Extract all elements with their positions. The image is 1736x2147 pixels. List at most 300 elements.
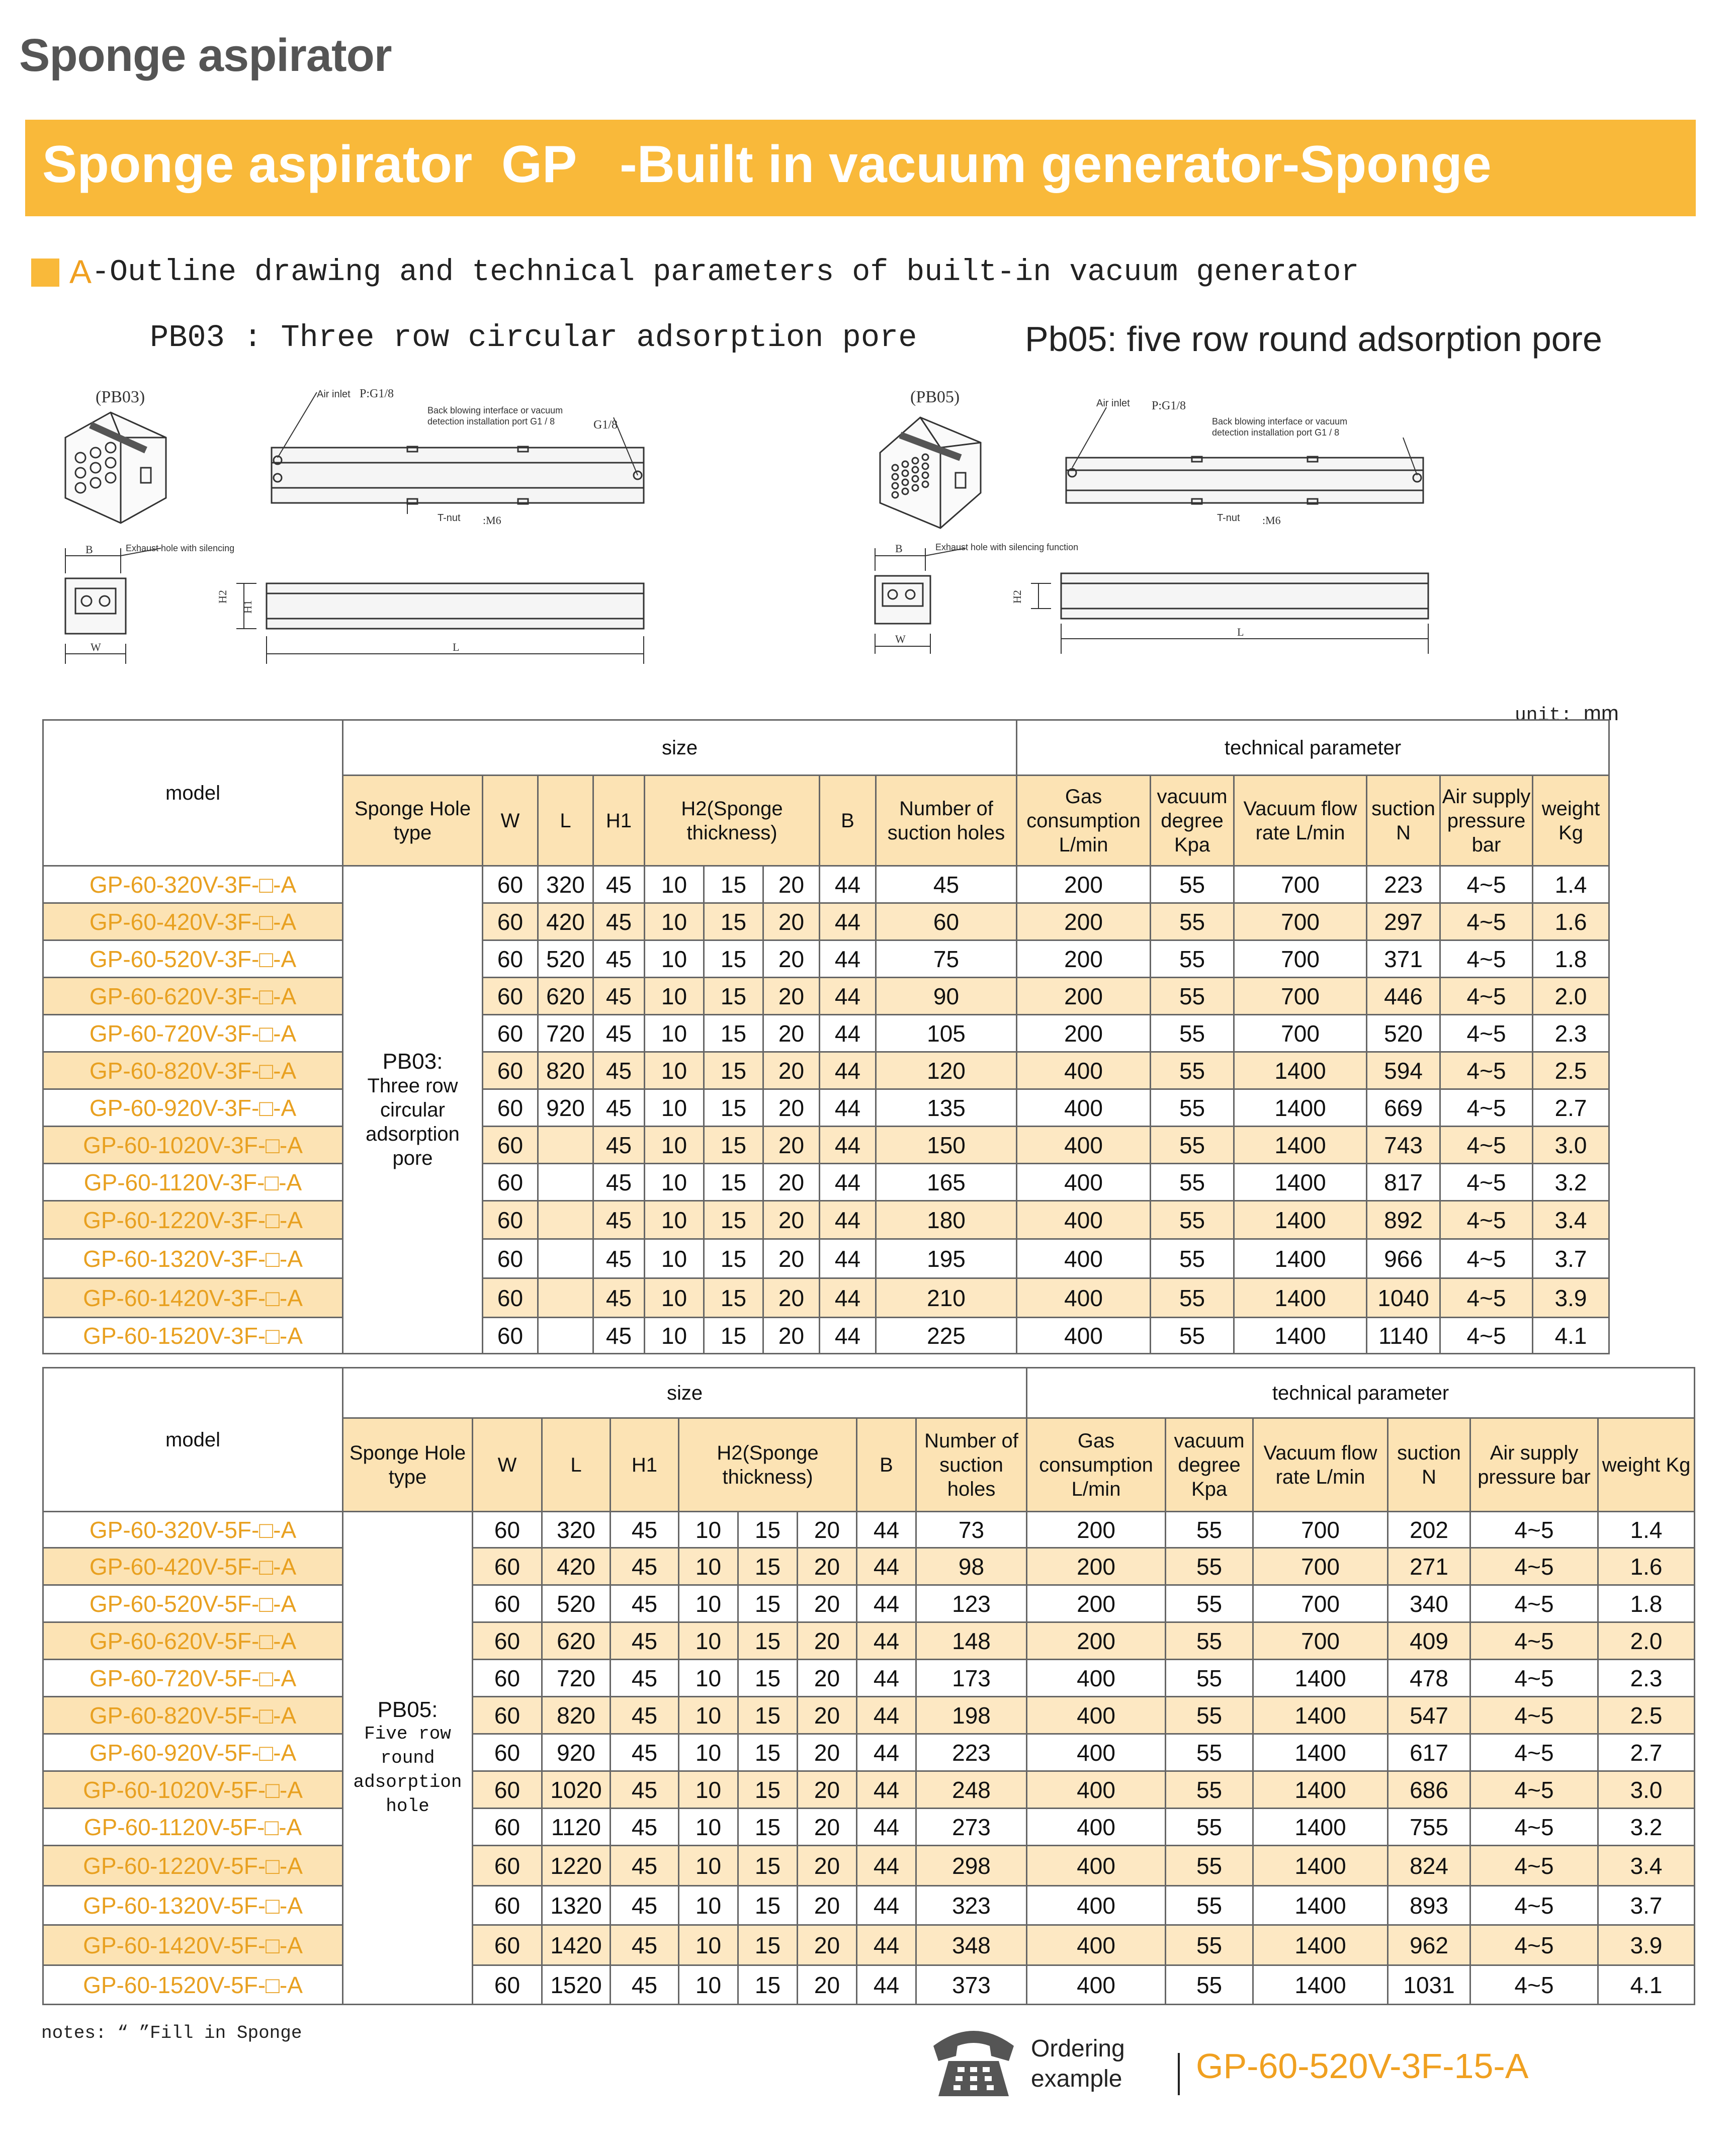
cell-w: 60	[473, 1660, 542, 1697]
cell-weight: 2.7	[1533, 1089, 1609, 1127]
cell-vac: 55	[1151, 1239, 1234, 1278]
ordering-example-value: GP-60-520V-3F-15-A	[1196, 2046, 1529, 2086]
cell-gas: 400	[1027, 1846, 1166, 1886]
cell-gas: 400	[1027, 1697, 1166, 1734]
cell-w: 60	[483, 940, 538, 978]
cell-vac: 55	[1166, 1886, 1253, 1925]
cell-air: 4~5	[1470, 1886, 1598, 1925]
cell-holes: 75	[876, 940, 1017, 978]
cell-suction: 617	[1388, 1734, 1470, 1771]
table-row	[43, 1548, 1695, 1585]
cell-weight: 2.0	[1533, 978, 1609, 1015]
cell-weight: 3.7	[1598, 1886, 1695, 1925]
model-cell: GP-60-1220V-3F-□-A	[43, 1201, 343, 1239]
cell-b: 44	[857, 1585, 916, 1622]
section-letter: A	[69, 253, 92, 290]
cell-holes: 180	[876, 1201, 1017, 1239]
model-cell: GP-60-1020V-5F-□-A	[43, 1771, 343, 1809]
cell-gas: 400	[1027, 1734, 1166, 1771]
cell-t1: 10	[645, 1164, 704, 1201]
cell-flow: 1400	[1253, 1965, 1388, 2005]
cell-flow: 700	[1234, 940, 1367, 978]
cell-b: 44	[857, 1622, 916, 1660]
cell-holes: 120	[876, 1052, 1017, 1089]
svg-text:W: W	[895, 633, 906, 645]
cell-gas: 200	[1017, 903, 1151, 940]
cell-flow: 1400	[1234, 1127, 1367, 1164]
cell-holes: 373	[916, 1965, 1027, 2005]
model-cell: GP-60-420V-5F-□-A	[43, 1548, 343, 1585]
cell-air: 4~5	[1440, 1127, 1533, 1164]
cell-t2: 15	[738, 1697, 798, 1734]
cell-h1: 45	[611, 1660, 679, 1697]
cell-h1: 45	[593, 1127, 645, 1164]
table-row	[43, 978, 1609, 1015]
table-row	[43, 1512, 1695, 1548]
cell-holes: 98	[916, 1548, 1027, 1585]
cell-t3: 20	[798, 1886, 857, 1925]
table-row	[43, 1127, 1609, 1164]
cell-air: 4~5	[1470, 1965, 1598, 2005]
svg-text::M6: :M6	[483, 514, 501, 527]
table-row	[43, 1318, 1609, 1354]
cell-t2: 15	[738, 1771, 798, 1809]
cell-weight: 1.6	[1533, 903, 1609, 940]
cell-h1: 45	[593, 903, 645, 940]
cell-holes: 135	[876, 1089, 1017, 1127]
cell-t1: 10	[645, 1015, 704, 1052]
cell-b: 44	[857, 1660, 916, 1697]
cell-t2: 15	[704, 940, 763, 978]
banner-title: Sponge aspirator GP -Built in vacuum generator-Sponge	[42, 135, 1492, 194]
model-cell: GP-60-720V-5F-□-A	[43, 1660, 343, 1697]
model-cell: GP-60-720V-3F-□-A	[43, 1015, 343, 1052]
cell-air: 4~5	[1470, 1622, 1598, 1660]
cell-weight: 1.4	[1598, 1512, 1695, 1548]
cell-w: 60	[473, 1925, 542, 1965]
cell-suction: 686	[1388, 1771, 1470, 1809]
cell-t3: 20	[763, 866, 820, 903]
cell-w: 60	[483, 1015, 538, 1052]
cell-weight: 3.7	[1533, 1239, 1609, 1278]
cell-t2: 15	[738, 1585, 798, 1622]
cell-vac: 55	[1151, 1318, 1234, 1354]
header-size: size	[343, 720, 1017, 776]
svg-text:T-nut: T-nut	[1217, 512, 1240, 524]
cell-vac: 55	[1151, 903, 1234, 940]
cell-t2: 15	[704, 1318, 763, 1354]
cell-l	[538, 1201, 593, 1239]
cell-flow: 700	[1253, 1548, 1388, 1585]
cell-air: 4~5	[1440, 978, 1533, 1015]
table-row	[43, 1771, 1695, 1809]
model-cell: GP-60-1520V-5F-□-A	[43, 1965, 343, 2005]
cell-flow: 1400	[1253, 1886, 1388, 1925]
cell-holes: 225	[876, 1318, 1017, 1354]
cell-air: 4~5	[1470, 1771, 1598, 1809]
cell-b: 44	[857, 1965, 916, 2005]
cell-suction: 669	[1367, 1089, 1440, 1127]
table-row	[43, 1965, 1695, 2005]
cell-suction: 962	[1388, 1925, 1470, 1965]
cell-t1: 10	[679, 1512, 738, 1548]
unit-label: unit: mm	[1515, 701, 1619, 726]
svg-text:detection installation port G1: detection installation port G1 / 8	[427, 416, 555, 426]
cell-w: 60	[483, 1278, 538, 1318]
cell-l: 920	[542, 1734, 611, 1771]
cell-w: 60	[473, 1512, 542, 1548]
cell-t3: 20	[763, 940, 820, 978]
cell-t2: 15	[704, 978, 763, 1015]
cell-w: 60	[473, 1846, 542, 1886]
table-row	[43, 1697, 1695, 1734]
page-title: Sponge aspirator	[19, 30, 392, 81]
cell-t2: 15	[738, 1846, 798, 1886]
cell-t1: 10	[645, 1318, 704, 1354]
cell-vac: 55	[1166, 1512, 1253, 1548]
cell-gas: 200	[1017, 1015, 1151, 1052]
cell-l: 420	[542, 1548, 611, 1585]
cell-flow: 700	[1253, 1622, 1388, 1660]
cell-suction: 966	[1367, 1239, 1440, 1278]
cell-air: 4~5	[1470, 1660, 1598, 1697]
table-row	[43, 1622, 1695, 1660]
cell-t3: 20	[798, 1660, 857, 1697]
pb03-outline-drawing	[45, 382, 689, 674]
cell-air: 4~5	[1440, 866, 1533, 903]
cell-t1: 10	[679, 1809, 738, 1846]
cell-air: 4~5	[1470, 1925, 1598, 1965]
cell-gas: 400	[1027, 1771, 1166, 1809]
svg-text:P:G1/8: P:G1/8	[1152, 399, 1186, 412]
pb05-caption: Pb05: five row round adsorption pore	[1025, 319, 1602, 359]
cell-gas: 400	[1017, 1318, 1151, 1354]
cell-h1: 45	[611, 1886, 679, 1925]
table-row	[43, 1585, 1695, 1622]
pb05-spec-table: model size technical parameter Sponge Hole type W L H1 H2(Sponge thickness) B Number of suction holes Gas consumption L/min vacuum degree Kpa Vacuum flow rate L/min suction N Air supply pressure bar weight Kg GP-60-320V-5F-□-A PB05: Five row round adsorption hole 60 320 45 10 15 20 44 73 200 55 700 202 4~5 1.4 GP-60-420V-5F-□-A 60 420 45 10 15 20 44 98 200 55 700 271 4~5 1.6 GP-60-520V-5F-□-A 60 520 45 10 15 20 44 123 200 55 700 340 4~5 1.8 GP-60-620V-5F-□-A 60 620 45 10 15 20 44 148 200 55 700 409 4~5 2.0 GP-60-720V-5F-□-A 60 720 45 10 15 20 44 173 400 55 1400 478 4~5 2.3 GP-60-820V-5F-□-A 60 820 45 10 15 20 44 198 400 55 1400 547 4~5 2.5 GP-60-920V-5F-□-A 60 920 45 10 15 20 44 223 400 55 1400 617 4~5 2.7 GP-60-1020V-5F-□-A 60 1020 45 10 15 20 44 248 400 55 1400 686 4~5 3.0 GP-60-1120V-5F-□-A 60 1120 45 10 15 20 44 273 400 55 1400 755 4~5 3.2 GP-60-1220V-5F-□-A 60 1220 45 10 15 20 44 298 400 55 1400 824 4~5 3.4 GP-60-1320V-5F-□-A 60 1320 45 10 15 20 44 323 400 55 1400 893 4~5 3.7 GP-60-1420V-5F-□-A 60 1420 45 10 15 20 44 348 400 55 1400 962 4~5 3.9 GP-60-1520V-5F-□-A 60 1520 45 10 15 20 44 373 400 55 1400 1031 4~5 4.1	[42, 1367, 1695, 2005]
model-cell: GP-60-320V-5F-□-A	[43, 1512, 343, 1548]
cell-vac: 55	[1166, 1809, 1253, 1846]
cell-l: 520	[542, 1585, 611, 1622]
cell-l: 1520	[542, 1965, 611, 2005]
cell-b: 44	[857, 1925, 916, 1965]
cell-weight: 3.2	[1533, 1164, 1609, 1201]
cell-t3: 20	[763, 1089, 820, 1127]
cell-l: 320	[542, 1512, 611, 1548]
cell-l: 620	[538, 978, 593, 1015]
cell-t3: 20	[798, 1846, 857, 1886]
cell-t1: 10	[679, 1965, 738, 2005]
cell-gas: 400	[1027, 1925, 1166, 1965]
cell-l: 820	[542, 1697, 611, 1734]
svg-text:detection installation port G1: detection installation port G1 / 8	[1212, 427, 1340, 438]
cell-flow: 700	[1234, 903, 1367, 940]
cell-gas: 400	[1017, 1164, 1151, 1201]
cell-b: 44	[820, 1278, 876, 1318]
pb05-outline-drawing	[865, 382, 1468, 664]
cell-vac: 55	[1151, 1127, 1234, 1164]
header-model: model	[43, 1368, 343, 1512]
cell-h1: 45	[611, 1965, 679, 2005]
svg-text:H1: H1	[241, 600, 254, 614]
cell-holes: 73	[916, 1512, 1027, 1548]
cell-vac: 55	[1151, 940, 1234, 978]
cell-h1: 45	[593, 1278, 645, 1318]
cell-suction: 743	[1367, 1127, 1440, 1164]
cell-t2: 15	[738, 1809, 798, 1846]
cell-h1: 45	[611, 1548, 679, 1585]
model-cell: GP-60-1420V-5F-□-A	[43, 1925, 343, 1965]
cell-flow: 700	[1253, 1512, 1388, 1548]
cell-air: 4~5	[1440, 940, 1533, 978]
cell-flow: 1400	[1234, 1164, 1367, 1201]
cell-w: 60	[483, 1201, 538, 1239]
cell-suction: 892	[1367, 1201, 1440, 1239]
cell-vac: 55	[1166, 1585, 1253, 1622]
pb03-label: (PB03)	[96, 388, 145, 406]
cell-w: 60	[483, 1318, 538, 1354]
cell-h1: 45	[593, 978, 645, 1015]
cell-vac: 55	[1166, 1846, 1253, 1886]
cell-flow: 1400	[1234, 1052, 1367, 1089]
cell-t3: 20	[763, 978, 820, 1015]
cell-t2: 15	[704, 903, 763, 940]
cell-weight: 2.5	[1598, 1697, 1695, 1734]
model-cell: GP-60-820V-3F-□-A	[43, 1052, 343, 1089]
model-cell: GP-60-1320V-3F-□-A	[43, 1239, 343, 1278]
cell-t1: 10	[679, 1548, 738, 1585]
cell-flow: 1400	[1253, 1771, 1388, 1809]
table-row	[43, 903, 1609, 940]
cell-suction: 340	[1388, 1585, 1470, 1622]
cell-vac: 55	[1166, 1697, 1253, 1734]
hole-type-desc: Five row round adsorption hole	[353, 1723, 462, 1817]
cell-l: 1120	[542, 1809, 611, 1846]
cell-w: 60	[473, 1734, 542, 1771]
cell-h1: 45	[593, 1052, 645, 1089]
cell-holes: 198	[916, 1697, 1027, 1734]
cell-gas: 400	[1027, 1886, 1166, 1925]
cell-t3: 20	[798, 1585, 857, 1622]
cell-air: 4~5	[1470, 1585, 1598, 1622]
table-row	[43, 1660, 1695, 1697]
cell-t3: 20	[763, 903, 820, 940]
cell-b: 44	[820, 978, 876, 1015]
cell-air: 4~5	[1440, 1015, 1533, 1052]
table-row	[43, 866, 1609, 903]
cell-h1: 45	[611, 1846, 679, 1886]
table-row	[43, 1015, 1609, 1052]
cell-weight: 2.5	[1533, 1052, 1609, 1089]
model-cell: GP-60-520V-3F-□-A	[43, 940, 343, 978]
cell-t1: 10	[645, 866, 704, 903]
model-cell: GP-60-620V-5F-□-A	[43, 1622, 343, 1660]
cell-flow: 700	[1234, 866, 1367, 903]
cell-t3: 20	[798, 1548, 857, 1585]
cell-gas: 200	[1027, 1512, 1166, 1548]
cell-weight: 3.0	[1598, 1771, 1695, 1809]
cell-gas: 400	[1017, 1127, 1151, 1164]
cell-air: 4~5	[1440, 903, 1533, 940]
cell-vac: 55	[1166, 1622, 1253, 1660]
cell-t2: 15	[704, 866, 763, 903]
cell-t2: 15	[704, 1089, 763, 1127]
svg-text:W: W	[91, 641, 101, 653]
cell-holes: 195	[876, 1239, 1017, 1278]
cell-weight: 3.0	[1533, 1127, 1609, 1164]
cell-w: 60	[473, 1622, 542, 1660]
cell-t1: 10	[645, 1278, 704, 1318]
cell-t3: 20	[798, 1925, 857, 1965]
cell-b: 44	[820, 1089, 876, 1127]
cell-weight: 3.4	[1533, 1201, 1609, 1239]
divider	[1178, 2053, 1180, 2095]
pb03-spec-table: model size technical parameter Sponge Hole type W L H1 H2(Sponge thickness) B Number of suction holes Gas consumption L/min vacuum degree Kpa Vacuum flow rate L/min suction N Air supply pressure bar weight Kg GP-60-320V-3F-□-A PB03: Three row circular adsorption pore 60 320 45 10 15 20 44 45 200 55 700 223 4~5 1.4 GP-60-420V-3F-□-A 60 420 45 10 15 20 44 60 200 55 700 297 4~5 1.6 GP-60-520V-3F-□-A 60 520 45 10 15 20 44 75 200 55 700 371 4~5 1.8 GP-60-620V-3F-□-A 60 620 45 10 15 20 44 90 200 55 700 446 4~5 2.0 GP-60-720V-3F-□-A 60 720 45 10 15 20 44 105 200 55 700 520 4~5 2.3 GP-60-820V-3F-□-A 60 820 45 10 15 20 44 120 400 55 1400 594 4~5 2.5 GP-60-920V-3F-□-A 60 920 45 10 15 20 44 135 400 55 1400 669 4~5 2.7 GP-60-1020V-3F-□-A 60 45 10 15 20 44 150 400 55 1400 743 4~5 3.0 GP-60-1120V-3F-□-A 60 45 10 15 20 44 165 400 55 1400 817 4~5 3.2 GP-60-1220V-3F-□-A 60 45 10 15 20 44 180 400 55 1400 892 4~5 3.4 GP-60-1320V-3F-□-A 60 45 10 15 20 44 195 400 55 1400 966 4~5 3.7 GP-60-1420V-3F-□-A 60 45 10 15 20 44 210 400 55 1400 1040 4~5 3.9 GP-60-1520V-3F-□-A 60 45 10 15 20 44 225 400 55 1400 1140 4~5 4.1	[42, 719, 1610, 1354]
cell-w: 60	[483, 1089, 538, 1127]
cell-h1: 45	[593, 1201, 645, 1239]
cell-t2: 15	[704, 1127, 763, 1164]
cell-w: 60	[473, 1585, 542, 1622]
table-row	[43, 1734, 1695, 1771]
svg-text::M6: :M6	[1262, 514, 1281, 527]
cell-h1: 45	[611, 1925, 679, 1965]
cell-t1: 10	[679, 1622, 738, 1660]
model-cell: GP-60-420V-3F-□-A	[43, 903, 343, 940]
cell-t3: 20	[798, 1965, 857, 2005]
cell-t3: 20	[798, 1697, 857, 1734]
cell-suction: 755	[1388, 1809, 1470, 1846]
model-cell: GP-60-1120V-5F-□-A	[43, 1809, 343, 1846]
hole-type-title: PB05:	[377, 1697, 438, 1722]
cell-suction: 271	[1388, 1548, 1470, 1585]
model-cell: GP-60-520V-5F-□-A	[43, 1585, 343, 1622]
cell-t2: 15	[704, 1201, 763, 1239]
cell-vac: 55	[1166, 1734, 1253, 1771]
cell-air: 4~5	[1440, 1201, 1533, 1239]
cell-suction: 824	[1388, 1846, 1470, 1886]
cell-gas: 400	[1017, 1201, 1151, 1239]
model-cell: GP-60-620V-3F-□-A	[43, 978, 343, 1015]
cell-w: 60	[483, 1127, 538, 1164]
cell-b: 44	[820, 903, 876, 940]
model-cell: GP-60-1320V-5F-□-A	[43, 1886, 343, 1925]
cell-b: 44	[857, 1886, 916, 1925]
svg-text:Exhaust hole with silencing: Exhaust hole with silencing	[126, 543, 235, 553]
cell-t3: 20	[763, 1052, 820, 1089]
cell-t3: 20	[798, 1771, 857, 1809]
cell-l: 1420	[542, 1925, 611, 1965]
cell-t2: 15	[704, 1015, 763, 1052]
cell-t1: 10	[645, 1127, 704, 1164]
table-row	[43, 1239, 1609, 1278]
cell-t1: 10	[679, 1734, 738, 1771]
cell-holes: 173	[916, 1660, 1027, 1697]
cell-vac: 55	[1151, 1052, 1234, 1089]
cell-suction: 520	[1367, 1015, 1440, 1052]
model-cell: GP-60-820V-5F-□-A	[43, 1697, 343, 1734]
cell-weight: 2.3	[1598, 1660, 1695, 1697]
cell-weight: 2.0	[1598, 1622, 1695, 1660]
cell-t1: 10	[679, 1846, 738, 1886]
notes: notes: “ ”Fill in Sponge	[41, 2023, 302, 2043]
cell-flow: 1400	[1234, 1201, 1367, 1239]
cell-suction: 1031	[1388, 1965, 1470, 2005]
cell-h1: 45	[593, 866, 645, 903]
table-row	[43, 1278, 1609, 1318]
cell-t1: 10	[679, 1585, 738, 1622]
cell-b: 44	[857, 1846, 916, 1886]
cell-b: 44	[820, 1127, 876, 1164]
cell-l: 320	[538, 866, 593, 903]
cell-b: 44	[857, 1809, 916, 1846]
cell-air: 4~5	[1470, 1548, 1598, 1585]
cell-gas: 400	[1017, 1278, 1151, 1318]
cell-b: 44	[820, 1015, 876, 1052]
cell-vac: 55	[1166, 1925, 1253, 1965]
cell-flow: 1400	[1253, 1846, 1388, 1886]
cell-w: 60	[473, 1548, 542, 1585]
cell-t1: 10	[645, 903, 704, 940]
cell-vac: 55	[1151, 1164, 1234, 1201]
cell-gas: 200	[1017, 866, 1151, 903]
cell-vac: 55	[1151, 1278, 1234, 1318]
cell-t3: 20	[798, 1809, 857, 1846]
cell-b: 44	[820, 1052, 876, 1089]
svg-text:Air inlet: Air inlet	[1096, 398, 1130, 409]
cell-flow: 1400	[1234, 1278, 1367, 1318]
cell-b: 44	[857, 1771, 916, 1809]
cell-b: 44	[857, 1548, 916, 1585]
cell-gas: 400	[1017, 1239, 1151, 1278]
cell-b: 44	[857, 1512, 916, 1548]
svg-text:H2: H2	[1011, 590, 1023, 604]
cell-h1: 45	[593, 1239, 645, 1278]
svg-text:B: B	[895, 542, 903, 555]
cell-h1: 45	[611, 1734, 679, 1771]
cell-weight: 1.6	[1598, 1548, 1695, 1585]
cell-t2: 15	[704, 1278, 763, 1318]
model-cell: GP-60-1520V-3F-□-A	[43, 1318, 343, 1354]
cell-b: 44	[820, 940, 876, 978]
cell-weight: 1.8	[1598, 1585, 1695, 1622]
cell-t3: 20	[763, 1164, 820, 1201]
cell-holes: 45	[876, 866, 1017, 903]
cell-vac: 55	[1151, 1015, 1234, 1052]
cell-vac: 55	[1166, 1660, 1253, 1697]
cell-b: 44	[857, 1697, 916, 1734]
cell-t3: 20	[798, 1622, 857, 1660]
cell-t3: 20	[763, 1201, 820, 1239]
cell-holes: 210	[876, 1278, 1017, 1318]
cell-holes: 60	[876, 903, 1017, 940]
cell-suction: 409	[1388, 1622, 1470, 1660]
svg-text:L: L	[1237, 626, 1244, 638]
cell-t1: 10	[679, 1886, 738, 1925]
cell-suction: 817	[1367, 1164, 1440, 1201]
cell-t3: 20	[763, 1127, 820, 1164]
cell-flow: 1400	[1253, 1925, 1388, 1965]
cell-holes: 165	[876, 1164, 1017, 1201]
svg-text:P:G1/8: P:G1/8	[360, 387, 394, 400]
cell-holes: 150	[876, 1127, 1017, 1164]
cell-vac: 55	[1151, 1201, 1234, 1239]
cell-l	[538, 1278, 593, 1318]
cell-t1: 10	[645, 1239, 704, 1278]
table-row	[43, 1052, 1609, 1089]
cell-air: 4~5	[1440, 1052, 1533, 1089]
hole-type-cell	[343, 866, 483, 1354]
cell-gas: 400	[1027, 1660, 1166, 1697]
